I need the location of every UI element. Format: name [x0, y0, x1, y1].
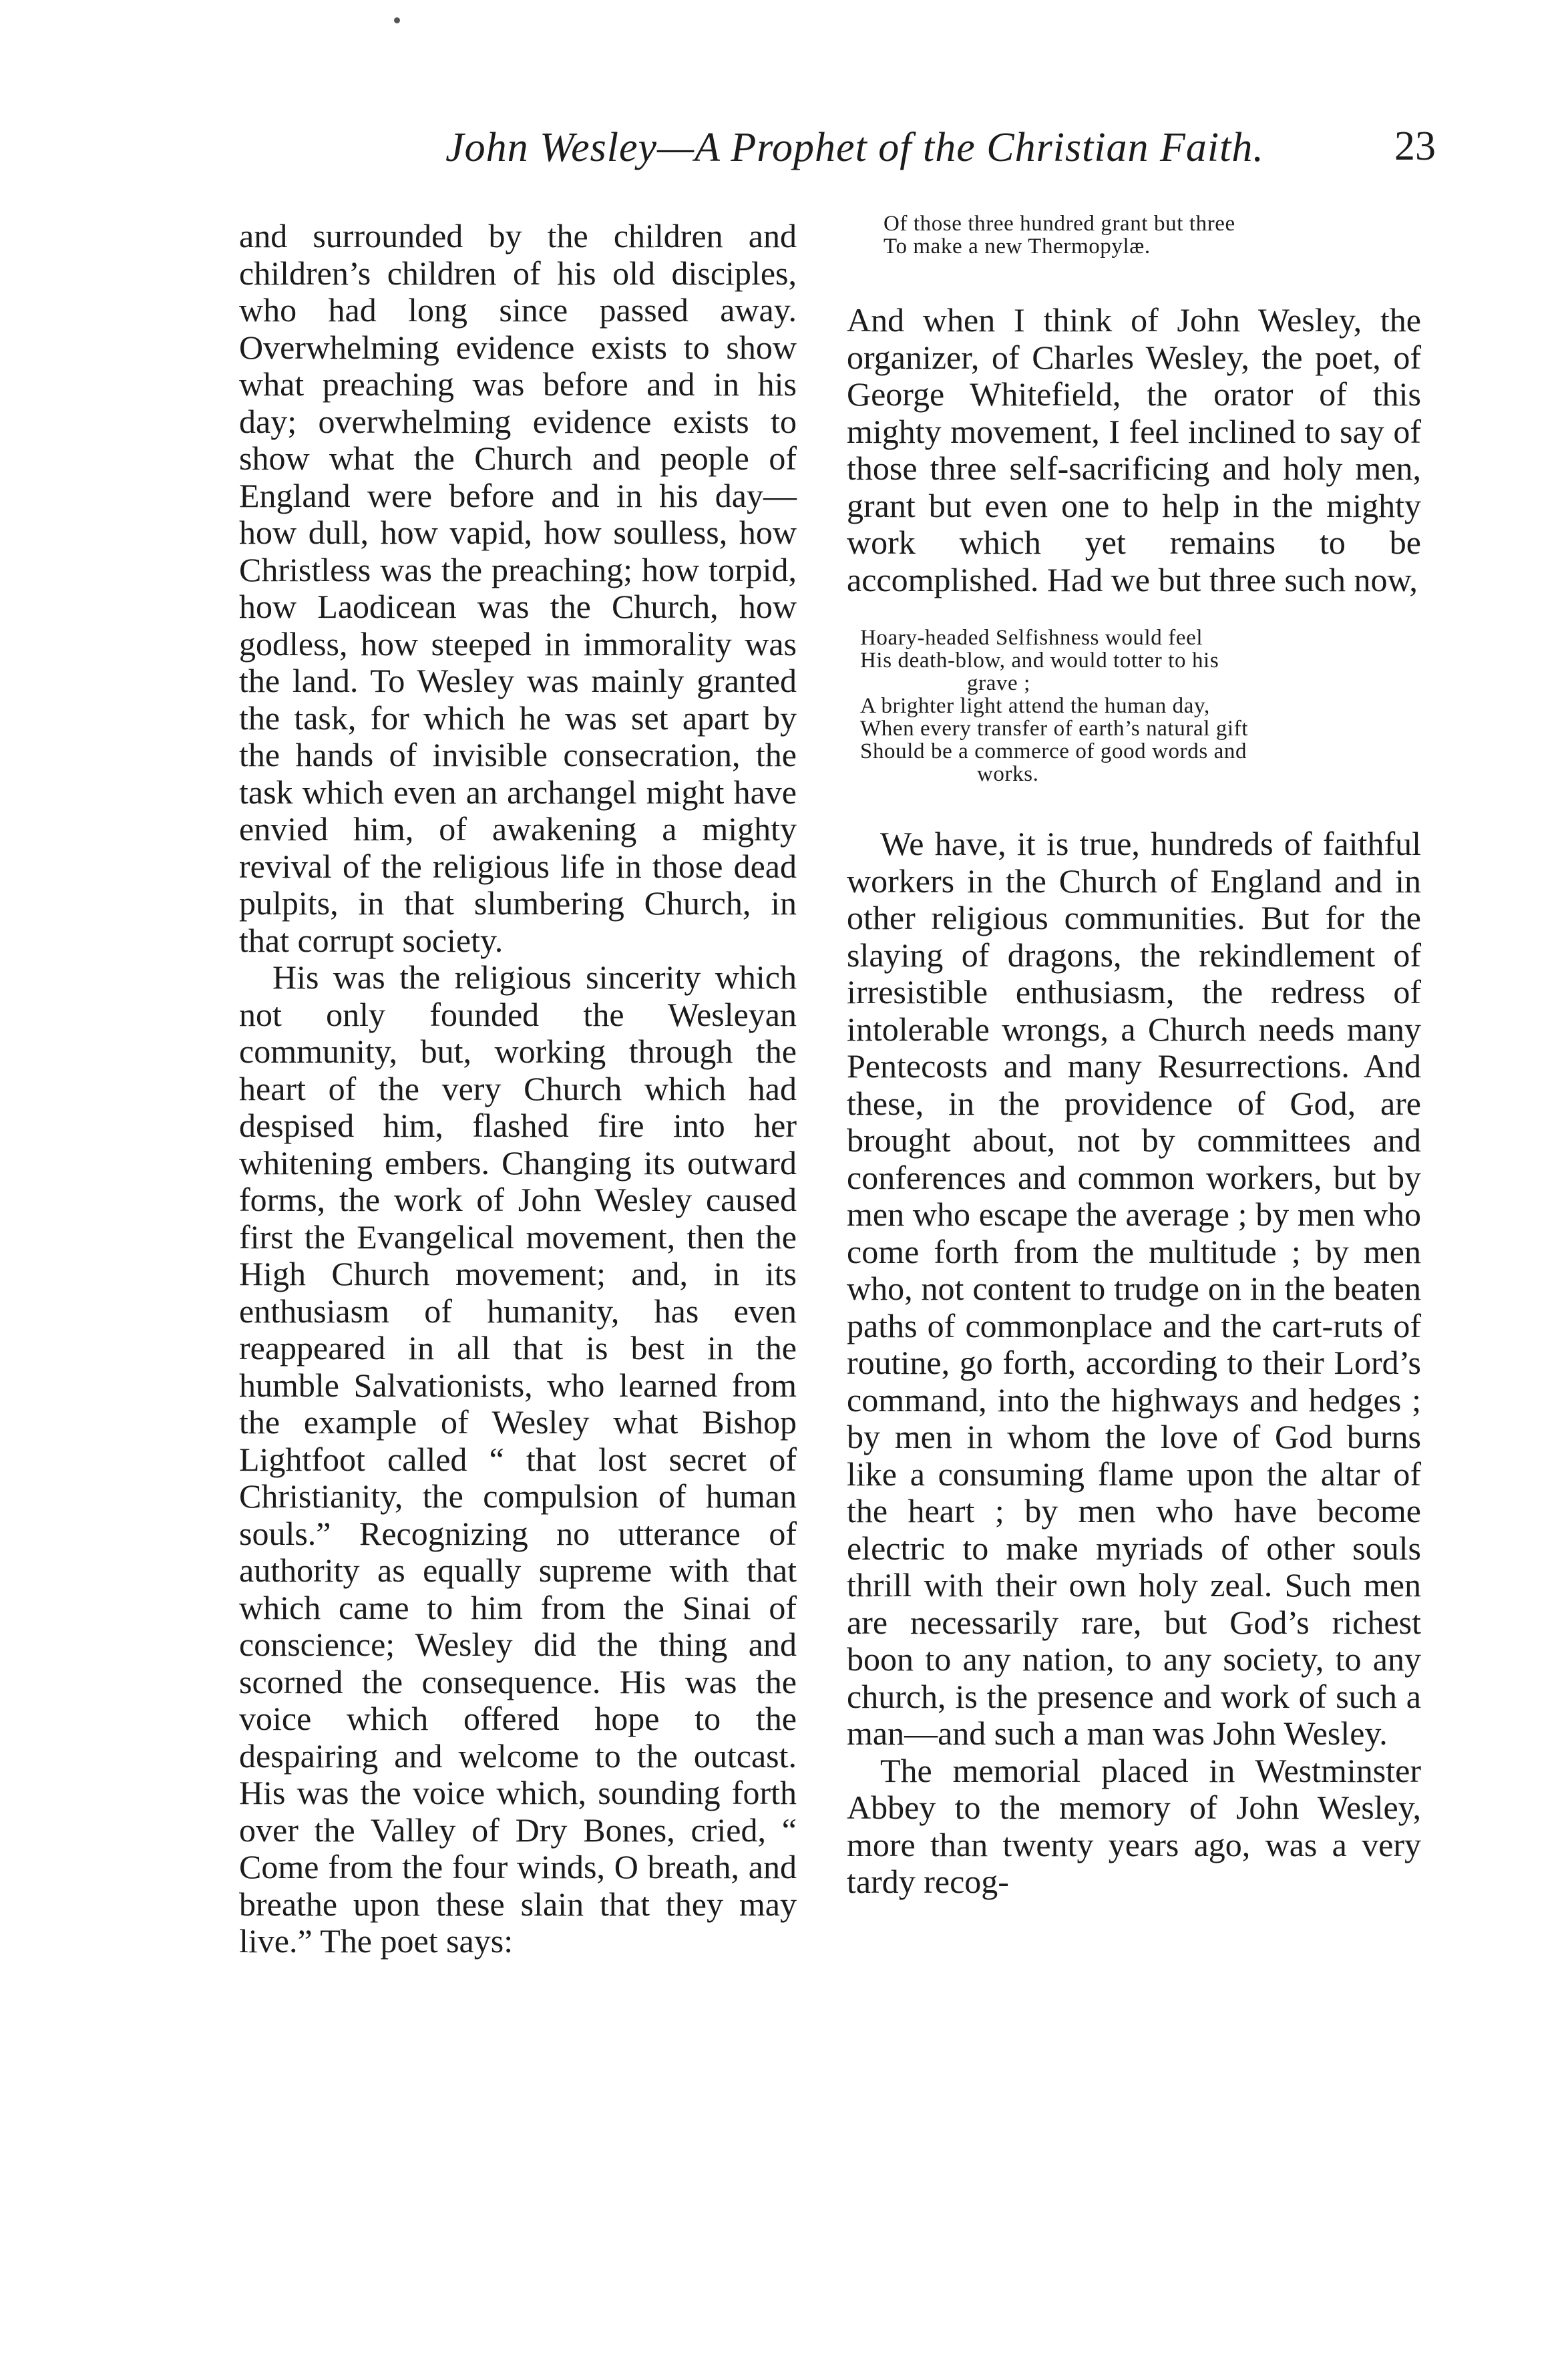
verse-line: To make a new Thermopylæ. [884, 234, 1151, 258]
verse-quote-selfishness [860, 626, 1421, 785]
verse-line: Hoary-headed Selfishness would feel [860, 626, 1203, 650]
verse-line-continuation: works. [977, 762, 1039, 786]
left-paragraph-1: and surrounded by the children and children’s children of his old disciples, who had long since passed away. Overwhelming evidence exists to show what preaching was before and in his day; overwhelming evidence exists to show what the Church and people of England were before and in his day—how dull, how vapid, how soulless, how Christless was the preaching; how torpid, how Laodicean was the Church, how godless, how steeped in immorality was the land. To Wesley was mainly granted the task, for which he was set apart by the hands of invisible consecration, the task which even an archangel might have envied him, of awakening a mighty revival of the religious life in those dead pulpits, in that slumbering Church, in that corrupt society. [239, 217, 797, 959]
right-paragraph-3: The memorial placed in Westminster Abbey to the memory of John Wesley, more than twenty years ago, was a very tardy recog- [847, 1751, 1421, 1900]
verse-line-continuation: grave ; [967, 671, 1030, 695]
running-title: John Wesley—A Prophet of the Christian Faith. [445, 125, 1264, 170]
left-paragraph-2: His was the religious sincerity which not only founded the Wesleyan community, but, working through the heart of the very Church which had despised him, flashed fire into her whitening embers. Changing its outward forms, the work of John Wesley caused first the Evangelical movement, then the High Church movement; and, in its enthusiasm of humanity, has even reappeared in all that is best in the humble Salvationists, who learned from the example of Wesley what Bishop Lightfoot called “ that lost secret of Christianity, the compulsion of human souls.” Recognizing no utterance of authority as equally supreme with that which came to him from the Sinai of conscience; Wesley did the thing and scorned the consequence. His was the voice which offered hope to the despairing and welcome to the outcast. His was the voice which, sounding forth over the Valley of Dry Bones, cried, “ Come from the four winds, O breath, and breathe upon these slain that they may live.” The poet says: [239, 958, 797, 1960]
printer-mark-dot [394, 17, 400, 23]
right-column [847, 212, 1421, 1901]
verse-line: Of those three hundred grant but three [884, 212, 1235, 236]
verse-line: His death-blow, and would totter to his [860, 649, 1219, 673]
left-column [239, 218, 797, 1960]
right-paragraph-1: And when I think of John Wesley, the organizer, of Charles Wesley, the poet, of George Whitefield, the orator of this mighty movement, I feel inclined to say of those three self-sacrificing and holy men, grant but even one to help in the mighty work which yet remains to be accomplished. Had we but three such now, [847, 301, 1421, 598]
verse-line: A brighter light attend the human day, [860, 694, 1210, 718]
page-number: 23 [1394, 124, 1436, 169]
verse-line: When every transfer of earth’s natural gift [860, 717, 1249, 741]
verse-quote-thermopylae [884, 212, 1421, 258]
verse-line: Should be a commerce of good words and [860, 739, 1247, 763]
right-paragraph-2: We have, it is true, hundreds of faithful workers in the Church of England and in other religious communities. But for the slaying of dragons, the rekindlement of irresistible enthusiasm, the redress of intolerable wrongs, a Church needs many Pentecosts and many Resurrections. And these, in the providence of God, are brought about, not by committees and conferences and common workers, but by men who escape the average ; by men who come forth from the multitude ; by men who, not content to trudge on in the beaten paths of commonplace and the cart-ruts of routine, go forth, according to their Lord’s command, into the highways and hedges ; by men in whom the love of God burns like a consuming flame upon the altar of the heart ; by men who have become electric to make myriads of other souls thrill with their own holy zeal. Such men are necessarily rare, but God’s richest boon to any nation, to any society, to any church, is the presence and work of such a man—and such a man was John Wesley. [847, 825, 1421, 1752]
